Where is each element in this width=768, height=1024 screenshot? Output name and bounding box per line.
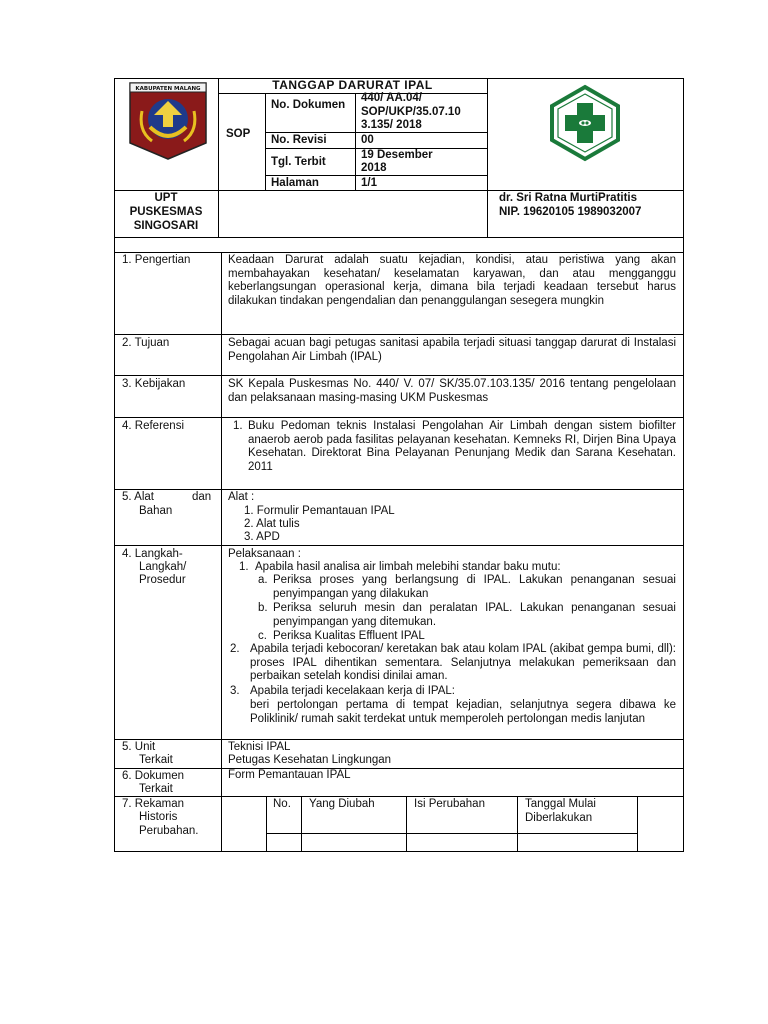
label-langkah-2: Langkah/ — [139, 561, 187, 573]
step-1c-number: c. — [258, 630, 267, 642]
divider — [266, 833, 638, 834]
no-dokumen-value: 440/ AA.04/ SOP/UKP/35.07.10 3.135/ 2018 — [361, 92, 461, 131]
frame-bottom — [114, 851, 684, 852]
label-kebijakan: 3. Kebijakan — [122, 378, 186, 390]
unit-item: Teknisi IPAL — [228, 741, 291, 753]
text-kebijakan: SK Kepala Puskesmas No. 440/ V. 07/ SK/35.07.103.135/ 2016 tentang pengelolaan dan pelaksanaan masing-masing UKM Puskesmas — [228, 378, 676, 404]
divider — [114, 252, 684, 253]
divider — [114, 375, 684, 376]
history-col-isi-perubahan: Isi Perubahan — [414, 798, 485, 810]
unit-item: Petugas Kesehatan Lingkungan — [228, 754, 392, 766]
label-langkah-1: 4. Langkah- — [122, 548, 183, 560]
step-1b-number: b. — [258, 602, 268, 614]
divider — [114, 739, 684, 740]
no-revisi-label: No. Revisi — [271, 134, 327, 146]
document-title: TANGGAP DARURAT IPAL — [272, 78, 433, 92]
label-langkah-3: Prosedur — [139, 574, 186, 586]
svg-text:KABUPATEN MALANG: KABUPATEN MALANG — [135, 86, 201, 92]
step-1c: Periksa Kualitas Effluent IPAL — [273, 630, 425, 642]
step-1a-number: a. — [258, 574, 268, 586]
health-cross-icon — [546, 84, 624, 162]
divider — [114, 334, 684, 335]
referensi-number: 1. — [233, 420, 243, 432]
list-item: 3. APD — [244, 531, 280, 543]
divider — [266, 796, 267, 852]
halaman-value: 1/1 — [361, 177, 377, 189]
regency-logo-icon — [128, 81, 208, 161]
label-tujuan: 2. Tujuan — [122, 337, 170, 349]
alat-heading: Alat : — [228, 491, 255, 503]
label-referensi: 4. Referensi — [122, 420, 185, 432]
divider — [114, 417, 684, 418]
list-item: 2. Alat tulis — [244, 518, 300, 530]
history-col-yang-diubah: Yang Diubah — [309, 798, 375, 810]
step-2: Apabila terjadi kebocoran/ keretakan bak atau kolam IPAL (akibat gempa bumi, dll): proses IPAL dihentikan sementara. Selanjutnya melakukan pemeriksaan dan perbaikan setelah kondisi dinilai aman. — [250, 643, 676, 682]
halaman-label: Halaman — [271, 177, 319, 189]
dokumen-terkait-text: Form Pemantauan IPAL — [228, 769, 351, 781]
list-item: 1. Formulir Pemantauan IPAL — [244, 505, 395, 517]
regency-logo — [128, 81, 208, 161]
text-pengertian: Keadaan Darurat adalah suatu kejadian, kondisi, atau peristiwa yang akan membahayakan kesehatan/ keselamatan karyawan, dan atau mengganggu keberlangsungan operasional kerja, dimana bila terjadi keadaan tersebut harus dilakukan tindakan pengendalian dan penanggulangan sesegera mungkin — [228, 254, 676, 307]
label-pengertian: 1. Pengertian — [122, 254, 191, 266]
puskesmas-logo — [546, 84, 624, 162]
step-1b: Periksa seluruh mesin dan peralatan IPAL. Lakukan penanganan sesuai penyimpangan yang ditemukan. — [273, 602, 676, 628]
divider — [265, 175, 487, 176]
label-alat-2: dan — [192, 491, 212, 503]
divider — [221, 252, 222, 852]
no-dokumen-label: No. Dokumen — [271, 99, 346, 111]
history-col-tanggal: Tanggal Mulai Diberlakukan — [525, 798, 596, 824]
step-3-number: 3. — [230, 685, 240, 697]
tgl-terbit-label: Tgl. Terbit — [271, 156, 326, 168]
step-1: Apabila hasil analisa air limbah melebihi standar baku mutu: — [255, 561, 561, 573]
divider — [218, 78, 219, 237]
label-rekaman-3: Perubahan. — [139, 825, 199, 837]
text-referensi: Buku Pedoman teknis Instalasi Pengolahan Air Limbah dengan sistem biofilter anaerob aerob pada fasilitas pelayanan kesehatan. Kemneks RI, Dirjen Bina Upaya Kesehatan. Direktorat Bina Pelayanan Penunjang Medik dan Sarana Kesehatan. 2011 — [248, 420, 676, 473]
label-alat-3: Bahan — [139, 505, 173, 517]
divider — [114, 768, 684, 769]
no-revisi-value: 00 — [361, 134, 374, 146]
signer-nip: NIP. 19620105 1989032007 — [499, 206, 642, 218]
frame-right — [683, 78, 684, 852]
tgl-terbit-value: 19 Desember 2018 — [361, 149, 433, 174]
divider — [301, 796, 302, 852]
divider — [114, 545, 684, 546]
step-3: Apabila terjadi kecelakaan kerja di IPAL: — [250, 685, 455, 697]
label-alat-1: 5. Alat — [122, 491, 154, 503]
divider — [406, 796, 407, 852]
divider — [114, 489, 684, 490]
step-3-detail: beri pertolongan pertama di tempat kejadian, selanjutnya segera dibawa ke Poliklinik/ rumah sakit terdekat untuk memperoleh pertolongan medis lanjutan — [250, 699, 676, 725]
divider — [637, 796, 638, 852]
label-rekaman-2: Historis — [139, 811, 178, 823]
label-dokumen-2: Terkait — [139, 783, 173, 795]
sop-label: SOP — [226, 128, 251, 140]
langkah-heading: Pelaksanaan : — [228, 548, 301, 560]
divider — [114, 796, 684, 797]
label-rekaman-1: 7. Rekaman — [122, 798, 185, 810]
label-unit-2: Terkait — [139, 754, 173, 766]
step-1-number: 1. — [239, 561, 249, 573]
history-col-no: No. — [273, 798, 291, 810]
step-1a: Periksa proses yang berlangsung di IPAL. Lakukan penanganan sesuai penyimpangan yang dilakukan — [273, 574, 676, 600]
text-tujuan: Sebagai acuan bagi petugas sanitasi apabila terjadi situasi tanggap darurat di Instalasi Pengolahan Air Limbah (IPAL) — [228, 337, 676, 363]
frame-left — [114, 78, 115, 852]
divider — [517, 796, 518, 852]
divider — [487, 78, 488, 237]
label-unit-1: 5. Unit — [122, 741, 156, 753]
step-2-number: 2. — [230, 643, 240, 655]
divider — [114, 237, 684, 238]
unit-name: UPT PUSKESMAS SINGOSARI — [129, 192, 203, 232]
label-dokumen-1: 6. Dokumen — [122, 770, 185, 782]
signer-name: dr. Sri Ratna MurtiPratitis — [499, 192, 638, 204]
